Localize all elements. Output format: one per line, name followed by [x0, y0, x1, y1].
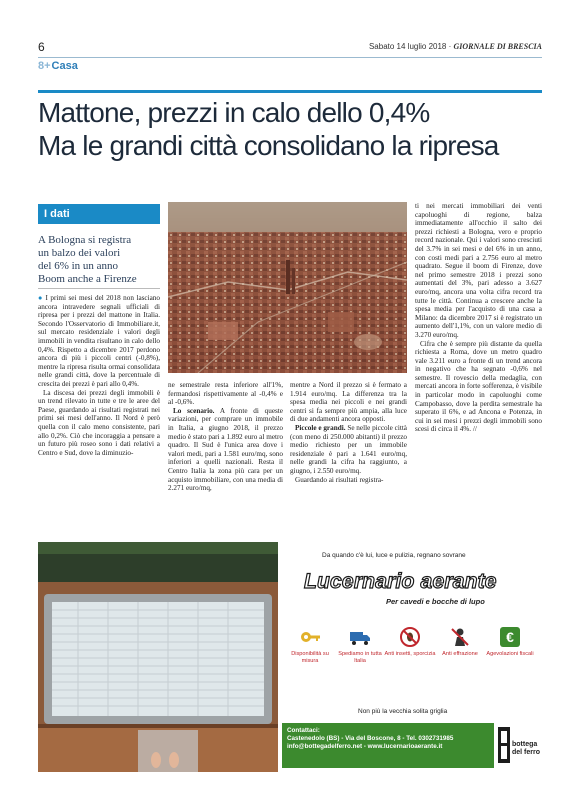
article-column-2 — [168, 381, 283, 493]
headline-line-2: Ma le grandi città consolidano la ripresa — [38, 130, 499, 161]
newspaper-name: GIORNALE DI BRESCIA — [453, 42, 542, 51]
article-paragraph: ti nei mercati immobiliari dei venti capoluoghi di regione, balza immediatamente all'occhio il salto dei prezzi richiesti a Bologna, vero e proprio record nazionale. Qui i valori sono cresciuti del 3.7% in sei mesi e del 6% in un anno, con costi medi pari a 2.756 euro al metro quadrato. Segue il boom di Firenze, dove nel primo semestre 2018 i prezzi sono aumentati del 3%, pari adesso a 3.627 euro/mq, ancora una volta cifra record tra tutte le città. Continua a crescere anche la spesa media per l'acquisto di una casa a Milano: da dicembre 2017 si è registrato un aumento dell'1,1%, con un valore medio di 3.270 euro/mq. — [415, 202, 542, 339]
ad-content — [278, 542, 542, 772]
section-name: Casa — [51, 60, 78, 72]
truck-icon — [349, 626, 371, 648]
article-paragraph: ne semestrale resta inferiore all'1%, fermandosi rispettivamente al -0,4% e al -0,6%. — [168, 381, 283, 407]
contact-address: Castenedolo (BS) - Via del Boscone, 8 - Tel. 0302731985 — [287, 735, 454, 742]
data-box-label: I dati — [38, 204, 160, 224]
advertisement — [38, 542, 542, 772]
feature-item — [484, 626, 536, 658]
ad-tagline: Da quando c'è lui, luce e pulizia, regnano sovrane — [322, 552, 466, 559]
contact-title: Contattaci: — [287, 727, 320, 734]
section-label — [38, 60, 78, 72]
section-tag: 8+ — [38, 60, 51, 72]
logo-mark-icon — [498, 727, 510, 763]
ad-brand — [294, 570, 544, 610]
svg-text:€: € — [506, 629, 514, 645]
article-column-4 — [415, 202, 542, 434]
feature-label: Disponibilità su misura — [291, 651, 329, 664]
feature-item — [334, 626, 386, 664]
no-insects-icon — [399, 626, 421, 648]
skylight-photo — [38, 542, 278, 772]
page-number: 6 — [38, 40, 45, 54]
feature-list — [284, 626, 536, 686]
article-column-1 — [38, 294, 160, 457]
ad-footnote: Non più la vecchia solita griglia — [358, 708, 448, 715]
brand-name: Lucernario aerante — [304, 570, 497, 593]
section-divider — [38, 90, 542, 93]
city-aerial-photo — [168, 202, 407, 373]
feature-label: Anti effrazione — [442, 651, 478, 657]
subhead-line: del 6% in un anno — [38, 260, 119, 272]
article-paragraph: La discesa dei prezzi degli immobili è un trend rilevato in tutte e tre le aree del Paese, guardando ai risultati registrati nei primi sei mesi dell'anno. Il Nord è però quella con il calo meno consistente, pari allo 0,2%. Ciò che incoraggia a pensare a un futuro più roseo sono i dati relativi a Centro e Sud, dove la diminuzio- — [38, 388, 160, 457]
contact-web: info@bottegadelferro.net - www.lucernarioaerante.it — [287, 743, 443, 750]
subhead-line: A Bologna si registra — [38, 234, 132, 246]
bottega-del-ferro-logo — [498, 723, 542, 768]
dateline-separator: · — [448, 42, 452, 51]
aerial-city-image — [168, 202, 407, 373]
subhead-line: un balzo dei valori — [38, 247, 121, 259]
feature-item — [384, 626, 436, 658]
contact-box — [282, 723, 494, 768]
paragraph-lead: Piccole e grandi. — [295, 423, 346, 432]
article-column-3 — [290, 381, 407, 484]
feature-item — [434, 626, 486, 658]
article-paragraph: Cifra che è sempre più distante da quella richiesta a Roma, dove un metro quadro vale 3.211 euro a fronte di un trend ancora in negativo che ha segnato -0,6% nel semestre. Il rovescio della medaglia, con mercati ancora in forte sofferenza, è visibile in particolar modo in capoluoghi come Campobasso, dove la perdita semestrale ha superato il 6%, e ad Ancona e Potenza, in cui in sei mesi i prezzi degli immobili sono scesi di circa il 4%. // — [415, 339, 542, 434]
euro-icon — [499, 626, 521, 648]
logo-text-line-1: bottega — [512, 741, 538, 748]
feature-item — [284, 626, 336, 664]
anti-burglary-icon — [449, 626, 471, 648]
subhead-line: Boom anche a Firenze — [38, 273, 137, 285]
feature-label: Spediamo in tutta Italia — [338, 651, 382, 664]
issue-date: Sabato 14 luglio 2018 — [368, 42, 447, 51]
article-paragraph: Guardando ai risultati registra- — [295, 475, 384, 484]
ad-product-photo — [38, 542, 278, 772]
subheadline — [38, 234, 164, 286]
article-paragraph: Lo scenario. A fronte di queste variazioni, per comprare un immobile in Italia, a giugno 2018, il prezzo medio è stato pari a 1.892 euro al metro quadro. Il Sud è l'unica area dove i valori medi, pari a 1.581 euro/mq, sono inferiori a quelli nazionali. Resta il Centro Italia la zona più cara per un acquisto immobiliare, con una media di 2.271 euro/mq, — [168, 406, 283, 493]
subhead-divider — [38, 288, 160, 289]
headline-line-1: Mattone, prezzi in calo dello 0,4% — [38, 97, 430, 128]
bullet-icon: ● — [38, 294, 46, 302]
article-paragraph: mentre a Nord il prezzo si è fermato a 1.914 euro/mq. La differenza tra la spesa media nei piccoli e nei grandi centri si fa sempre più ampia, alla luce di due andamenti ancora opposti. — [290, 381, 407, 424]
feature-label: Agevolazioni fiscali — [486, 651, 534, 657]
feature-label: Anti insetti, sporcizia — [384, 651, 436, 657]
dateline — [369, 42, 542, 51]
logo-text-line-2: del ferro — [512, 749, 541, 756]
paragraph-lead: Lo scenario. — [173, 406, 215, 415]
article-paragraph: ● I primi sei mesi del 2018 non lasciano ancora intravedere segnali ufficiali di ripresa per i prezzi del mattone in Italia. Secondo l'Osservatorio di Immobiliare.it, sul mercato residenziale i valori degli immobili in vendita risultano in calo dello 0,4%. Rispetto a dicembre 2017 perdono ancora di più i piccoli centri (-0,8%), mentre la ripresa risulta ormai consolidata nelle grandi città, dove la percentuale di crescita dei prezzi è pari allo 0,4%. — [38, 294, 160, 388]
article-paragraph: Piccole e grandi. Se nelle piccole città (con meno di 250.000 abitanti) il prezzo medio richiesto per un immobile residenziale è pari a 1.641 euro/mq, nelle grandi la cifra ha raggiunto, a giugno, i 2.550 euro/mq. — [290, 423, 408, 475]
headline — [38, 96, 548, 162]
header-divider — [38, 57, 542, 58]
brand-subtitle: Per cavedi e bocche di lupo — [386, 597, 485, 606]
key-icon — [299, 626, 321, 648]
